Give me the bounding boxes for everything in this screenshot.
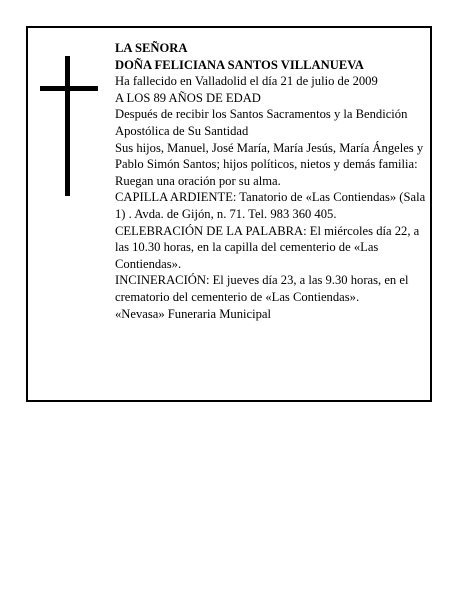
sacraments-text: Después de recibir los Santos Sacramentos y la Bendición Apostólica de Su Santidad	[115, 107, 408, 138]
age-at-death: A LOS 89 AÑOS DE EDAD	[115, 90, 261, 105]
prayer-request: Ruegan una oración por su alma.	[115, 173, 281, 188]
deceased-name: DOÑA FELICIANA SANTOS VILLANUEVA	[115, 57, 364, 72]
latin-cross-icon	[40, 56, 98, 196]
death-announcement: Ha fallecido en Valladolid el día 21 de julio de 2009	[115, 74, 378, 89]
cross-vertical-bar	[65, 56, 70, 196]
obituary-notice	[26, 26, 432, 402]
chapel-info: CAPILLA ARDIENTE: Tanatorio de «Las Contiendas» (Sala 1) . Avda. de Gijón, n. 71. Tel. 983 360 405.	[115, 190, 426, 221]
notice-body	[115, 40, 427, 322]
notice-title: LA SEÑORA	[115, 41, 188, 55]
cross-horizontal-bar	[40, 86, 98, 91]
celebration-info: CELEBRACIÓN DE LA PALABRA: El miércoles día 22, a las 10.30 horas, en la capilla del cementerio de «Las Contiendas».	[115, 223, 420, 271]
family-list: Sus hijos, Manuel, José María, María Jesús, María Ángeles y Pablo Simón Santos; hijos políticos, nietos y demás familia:	[115, 140, 424, 172]
cremation-info: INCINERACIÓN: El jueves día 23, a las 9.30 horas, en el crematorio del cementerio de «Las Contiendas».	[115, 273, 409, 304]
funeral-home: «Nevasa» Funeraria Municipal	[115, 306, 271, 321]
